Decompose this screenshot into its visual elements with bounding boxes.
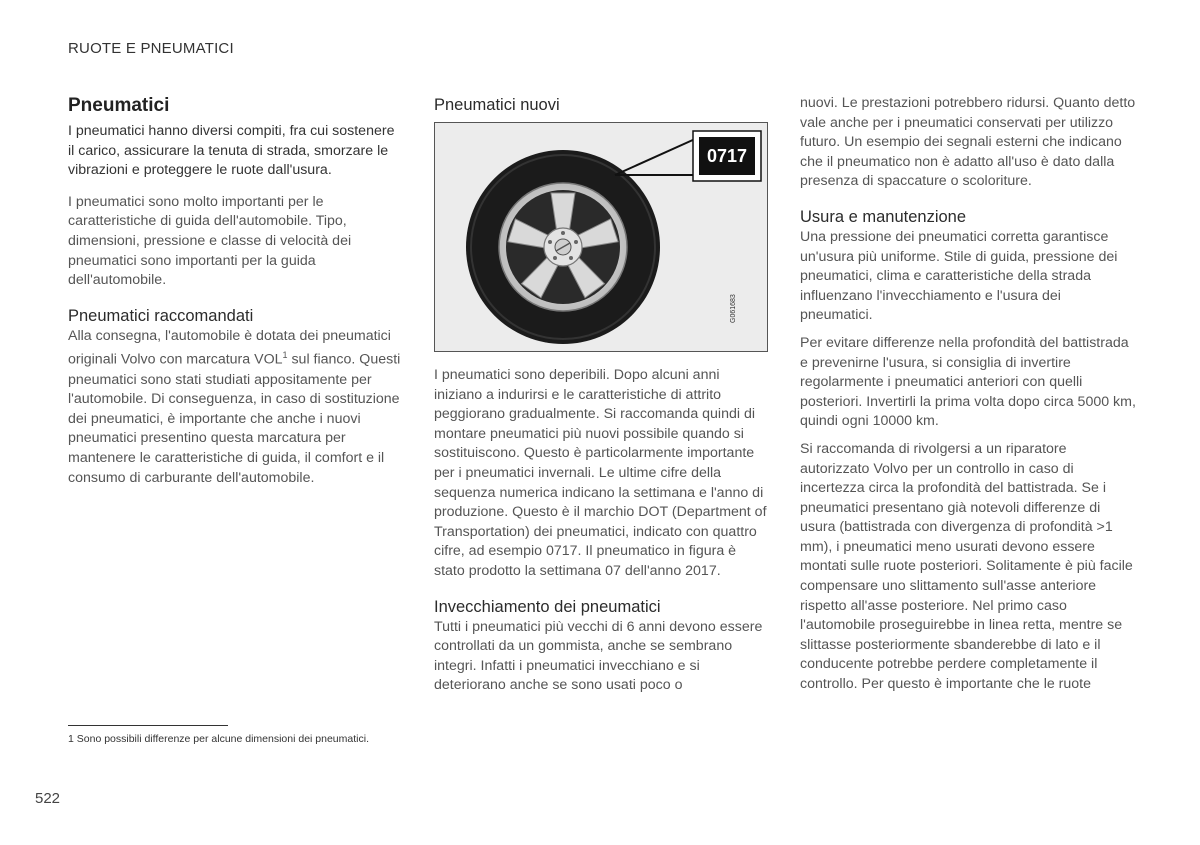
page-number: 522: [35, 790, 61, 807]
heading-tyre-ageing: Invecchiamento dei pneumatici: [434, 597, 661, 616]
importance-paragraph: I pneumatici sono molto importanti per le caratteristiche di guida dell'automobile. Tipo, dimensioni, pressione e classe di velocità dei pneumatici sono importanti per la guida dell'automobile.: [68, 193, 352, 289]
new-tyres-paragraph: I pneumatici sono deperibili. Dopo alcuni anni iniziano a indurirsi e le caratteristiche di attrito peggiorano gradualmente. Si raccomanda quindi di montare pneumatici più nuovi possibile quando si sostituiscono. Questo è particolarmente importante per i pneumatici invernali. Le ultime cifre della sequenza numerica indicano la settimana e l'anno di produzione. Questo è il marchio DOT (Department of Transportation) dei pneumatici, indicato con quattro cifre, ad esempio 0717. Il pneumatico in figura è stato prodotto la settimana 07 dell'anno 2017.: [434, 367, 767, 579]
figure-id: G061683: [730, 294, 737, 323]
heading-wear-maintenance: Usura e manutenzione: [800, 207, 967, 226]
column-2: [434, 94, 770, 696]
wear-paragraph-3: Si raccomanda di rivolgersi a un riparatore autorizzato Volvo per un controllo in caso di incertezza circa la profondità del battistrada. Se i pneumatici presentano già notevoli differenze di usura (battistrada con divergenza di profondità >1 mm), i pneumatici meno usurati devono essere montati sulle ruote posteriori. Solitamente è più facile compensare uno slittamento sull'asse anteriore rispetto all'asse posteriore. Nel primo caso l'automobile proseguirebbe in linea retta, mentre se slittasse posteriormente sbanderebbe di lato e il conducente potrebbe perdere completamente il controllo. Per questo è importante che le ruote: [800, 440, 1133, 693]
running-header: RUOTE E PNEUMATICI: [68, 40, 234, 57]
recommended-text-end: sul fianco. Questi pneumatici sono stati studiati appositamente per l'automobile. Di conseguenza, in caso di sostituzione dei pneumatici, è importante che anche i nuovi pneumatici presentino questa marcatura per mantenere le caratteristiche di guida, il comfort e il consumo di carburante dell'automobile.: [68, 352, 401, 486]
wear-paragraph-2: Per evitare differenze nella profondità del battistrada e prevenirne l'usura, si consiglia di invertire regolarmente i pneumatici anteriori con quelli posteriori. Invertirli la prima volta dopo circa 5000 km, quindi ogni 10000 km.: [800, 334, 1136, 430]
column-3: [800, 94, 1136, 695]
wear-paragraph-1: Una pressione dei pneumatici corretta garantisce un'usura più uniforme. Stile di guida, pressione dei pneumatici, clima e caratteristiche della strada influenzano l'invecchiamento e l'usura dei pneumatici.: [800, 228, 1118, 324]
heading-recommended-tyres: Pneumatici raccomandati: [68, 306, 254, 325]
recommended-tyres-paragraph: [68, 327, 404, 488]
column-1: [68, 94, 404, 488]
footnote-marker: 1: [282, 350, 288, 361]
footnote-divider: [68, 725, 228, 726]
heading-new-tyres: Pneumatici nuovi: [434, 96, 560, 114]
dot-code-label: 0717: [706, 146, 748, 166]
section-title: Pneumatici: [68, 95, 170, 116]
continued-paragraph: nuovi. Le prestazioni potrebbero ridursi. Quanto detto vale anche per i pneumatici conservati per utilizzo futuro. Un esempio dei segnali esterni che indicano che il pneumatico non è adatto all'uso è dato dalla presenza di spaccature o scoloriture.: [800, 95, 1136, 190]
lead-paragraph: I pneumatici hanno diversi compiti, fra cui sostenere il carico, assicurare la tenuta di strada, smorzare le vibrazioni e proteggere le ruote dall'usura.: [68, 123, 395, 179]
recommended-text-start: Alla consegna, l'automobile è dotata dei pneumatici originali Volvo con marcatura VOL: [68, 327, 391, 369]
footnote: 1 Sono possibili differenze per alcune dimensioni dei pneumatici.: [68, 733, 369, 745]
tyre-illustration: [434, 122, 768, 352]
tyre-ageing-paragraph: Tutti i pneumatici più vecchi di 6 anni devono essere controllati da un gommista, anche se sembrano integri. Infatti i pneumatici invecchiano e si deteriorano anche se sono usati poco o: [434, 618, 763, 694]
